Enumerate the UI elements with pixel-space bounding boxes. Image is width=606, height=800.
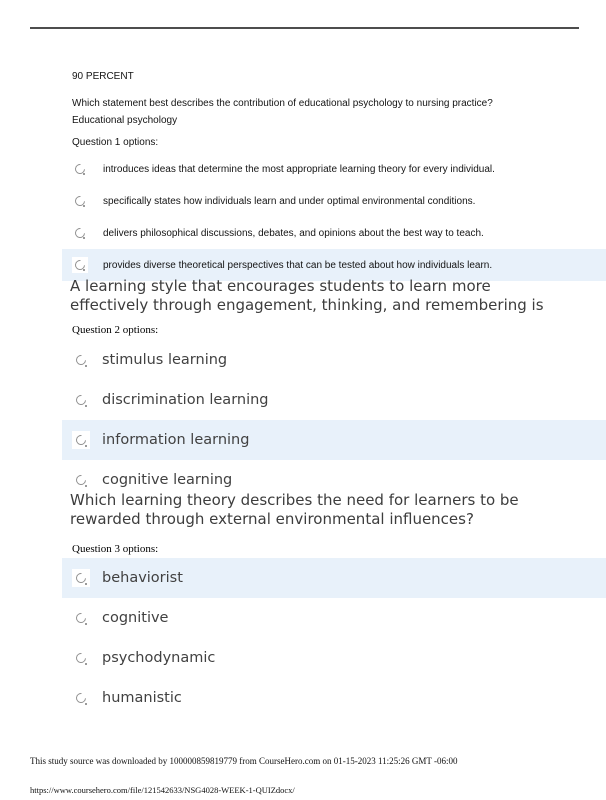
radio-glyph <box>74 353 88 367</box>
radio-glyph <box>74 393 88 407</box>
score-text: 90 PERCENT <box>72 71 134 82</box>
option-label: cognitive <box>102 610 169 626</box>
radio-glyph <box>74 433 88 447</box>
footer-source-line: This study source was downloaded by 100000859819779 from CourseHero.com on 01-15-2023 11:25:26 GMT -06:00 <box>30 756 458 766</box>
question-2-prompt-line-1: A learning style that encourages students to learn more <box>70 277 491 295</box>
option-row[interactable] <box>62 638 606 678</box>
radio-glyph <box>74 651 88 665</box>
option-row[interactable] <box>62 420 606 460</box>
top-divider <box>30 27 579 29</box>
option-label: delivers philosophical discussions, debates, and opinions about the best way to teach. <box>103 227 484 239</box>
question-1-options <box>62 153 606 281</box>
option-label: behaviorist <box>102 570 183 586</box>
radio-icon[interactable] <box>72 257 88 273</box>
radio-icon[interactable] <box>72 225 88 241</box>
option-row[interactable] <box>62 185 606 217</box>
footer-url-link[interactable]: https://www.coursehero.com/file/121542633/NSG4028-WEEK-1-QUIZdocx/ <box>30 785 295 795</box>
radio-glyph <box>73 226 87 240</box>
question-2-options <box>62 340 606 500</box>
option-label: specifically states how individuals learn and under optimal environmental conditions. <box>103 195 476 207</box>
radio-glyph <box>74 473 88 487</box>
option-label: stimulus learning <box>102 352 228 368</box>
question-3-prompt-line-1: Which learning theory describes the need for learners to be <box>70 491 519 509</box>
question-2-prompt <box>70 277 544 314</box>
radio-icon[interactable] <box>72 609 90 627</box>
question-3-options <box>62 558 606 718</box>
question-1-options-label: Question 1 options: <box>72 137 159 148</box>
option-row[interactable] <box>62 558 606 598</box>
option-label: introduces ideas that determine the most appropriate learning theory for every individual. <box>103 163 495 175</box>
radio-icon[interactable] <box>72 649 90 667</box>
option-row[interactable] <box>62 598 606 638</box>
radio-icon[interactable] <box>72 351 90 369</box>
option-label: cognitive learning <box>102 472 233 488</box>
radio-glyph <box>73 194 87 208</box>
radio-glyph <box>73 258 87 272</box>
question-1-prompt-line-2: Educational psychology <box>72 115 178 126</box>
option-label: humanistic <box>102 690 182 706</box>
question-1-prompt <box>72 95 566 129</box>
option-row[interactable] <box>62 380 606 420</box>
question-3-prompt <box>70 491 519 528</box>
option-label: provides diverse theoretical perspectives that can be tested about how individuals learn. <box>103 259 493 271</box>
radio-icon[interactable] <box>72 193 88 209</box>
radio-glyph <box>73 162 87 176</box>
question-3-options-label: Question 3 options: <box>72 543 159 555</box>
radio-icon[interactable] <box>72 471 90 489</box>
option-label: information learning <box>102 432 250 448</box>
option-row[interactable] <box>62 678 606 718</box>
option-row[interactable] <box>62 340 606 380</box>
radio-glyph <box>74 571 88 585</box>
radio-glyph <box>74 611 88 625</box>
option-row[interactable] <box>62 153 606 185</box>
radio-icon[interactable] <box>72 391 90 409</box>
option-row[interactable] <box>62 217 606 249</box>
radio-icon[interactable] <box>72 569 90 587</box>
question-1-prompt-line-1: Which statement best describes the contribution of educational psychology to nursing practice? <box>72 98 493 109</box>
option-label: discrimination learning <box>102 392 269 408</box>
radio-icon[interactable] <box>72 161 88 177</box>
radio-icon[interactable] <box>72 431 90 449</box>
question-3-prompt-line-2: rewarded through external environmental influences? <box>70 509 474 528</box>
option-label: psychodynamic <box>102 650 216 666</box>
question-2-options-label: Question 2 options: <box>72 324 159 336</box>
radio-glyph <box>74 691 88 705</box>
question-2-prompt-line-2: effectively through engagement, thinking, and remembering is <box>70 295 544 314</box>
radio-icon[interactable] <box>72 689 90 707</box>
